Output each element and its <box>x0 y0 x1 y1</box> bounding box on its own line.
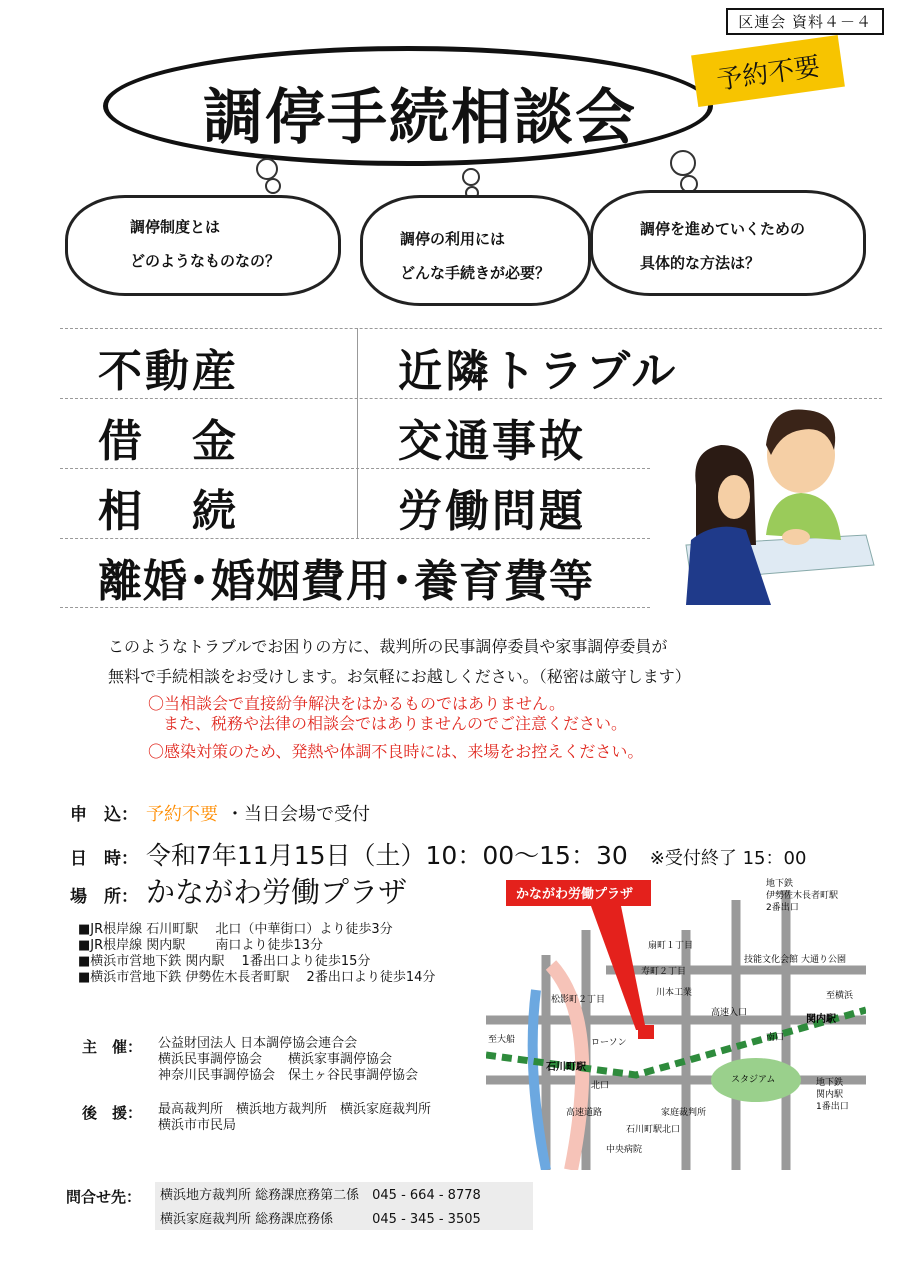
topic-divorce: 離婚･婚姻費用･養育費等 <box>98 556 594 607</box>
notice-1: 〇当相談会で直接紛争解決をはかるものではありません。 また、税務や法律の相談会ではありませんのでご注意ください。 <box>148 694 628 733</box>
apply-highlight: 予約不要 <box>146 804 218 825</box>
organizers: 公益財団法人 日本調停協会連合会 横浜民事調停協会 横浜家事調停協会 神奈川民事調停協会 保土ヶ谷民事調停協会 <box>158 1036 419 1083</box>
topic-labor: 労働問題 <box>398 486 586 537</box>
map-label: スタジアム <box>731 1075 776 1085</box>
map-label: 松影町２丁目 <box>551 995 606 1005</box>
support-label: 後 援： <box>82 1104 143 1122</box>
plaza-marker <box>638 1025 654 1039</box>
man-hands <box>782 529 810 545</box>
intro-text: このようなトラブルでお困りの方に、裁判所の民事調停委員や家事調停委員が 無料で手続相談をお受けします。お気軽にお越しください。（秘密は厳守します） <box>108 637 691 686</box>
document-label: 区連会 資料４－４ <box>726 8 884 35</box>
map-label: 高速道路 <box>566 1108 603 1118</box>
divider <box>357 328 358 538</box>
access-list: ■JR根岸線 石川町駅 北口（中華街口）より徒歩3分 ■JR根岸線 関内駅 南口より徒歩13分 ■横浜市営地下鉄 関内駅 1番出口より徒歩15分 ■横浜市営地下鉄 伊勢佐木長者町駅 2番出口より徒歩14分 <box>78 922 436 985</box>
consultation-illustration <box>676 405 876 615</box>
topic-debt: 借 金 <box>98 416 239 467</box>
map-label: 関内駅 <box>816 1090 844 1100</box>
woman-face <box>718 475 750 519</box>
map-label: 地下鉄 <box>816 1078 844 1088</box>
map-label: 至横浜 <box>826 991 854 1001</box>
map-title: かながわ労働プラザ <box>516 887 634 902</box>
topic-traffic: 交通事故 <box>398 416 586 467</box>
map-label: 家庭裁判所 <box>661 1108 707 1118</box>
map-label: 南口 <box>766 1033 785 1043</box>
map-label: 北口 <box>591 1081 610 1091</box>
place-row: 場 所： かながわ労働プラザ <box>70 875 408 909</box>
page-title: 調停手続相談会 <box>203 83 637 153</box>
map-label: 寿町２丁目 <box>641 967 687 977</box>
map-label: 関内駅 <box>806 1014 836 1025</box>
question-3: 調停を進めていくための 具体的な方法は？ <box>640 220 806 272</box>
topic-real-estate: 不動産 <box>98 346 239 397</box>
thought-dot <box>670 150 696 176</box>
organizers-label: 主 催： <box>82 1038 143 1056</box>
thought-dot <box>462 168 480 186</box>
datetime-row: 日 時： 令和7年11月15日（土）10：00～15：30 ※受付終了 15：00 <box>70 841 807 870</box>
map-label: 石川町駅 <box>546 1062 586 1073</box>
thought-dot <box>256 158 278 180</box>
map-label: 技能文化会館 <box>744 955 799 965</box>
access-map <box>486 870 866 1170</box>
question-2: 調停の利用には どんな手続きが必要？ <box>400 230 551 282</box>
question-1: 調停制度とは どのようなものなの？ <box>130 218 281 270</box>
map-label: 石川町駅北口 <box>626 1125 681 1135</box>
divider <box>60 328 882 329</box>
map-label: 扇町１丁目 <box>648 941 694 951</box>
support: 最高裁判所 横浜地方裁判所 横浜家庭裁判所 横浜市市民局 <box>158 1102 432 1133</box>
topic-neighbor: 近隣トラブル <box>398 346 679 397</box>
map-label: 大通り公園 <box>801 955 847 965</box>
apply-row: 申 込： 予約不要 ・当日会場で受付 <box>70 800 370 826</box>
map-label: 川本工業 <box>656 988 693 998</box>
map-label: 地下鉄 <box>766 879 794 889</box>
thought-dot <box>265 178 281 194</box>
map-label: 2番出口 <box>766 903 799 913</box>
map-label: ローソン <box>591 1038 627 1048</box>
map-label: 伊勢佐木長者町駅 <box>766 891 839 901</box>
contact-label: 問合せ先： <box>66 1188 142 1206</box>
contact-lines: 横浜地方裁判所 総務課庶務第二係 045 - 664 - 8778 横浜家庭裁判所 総務課庶務係 045 - 345 - 3505 <box>160 1188 481 1227</box>
map-label: 高速入口 <box>711 1008 748 1018</box>
no-reservation-tag: 予約不要 <box>691 35 845 107</box>
notice-2: 〇感染対策のため、発熱や体調不良時には、来場をお控えください。 <box>148 742 644 761</box>
map-label: 1番出口 <box>816 1102 849 1112</box>
topic-inheritance: 相 続 <box>98 486 239 537</box>
map-label: 至大船 <box>488 1035 516 1045</box>
map-label: 中央病院 <box>606 1145 643 1155</box>
